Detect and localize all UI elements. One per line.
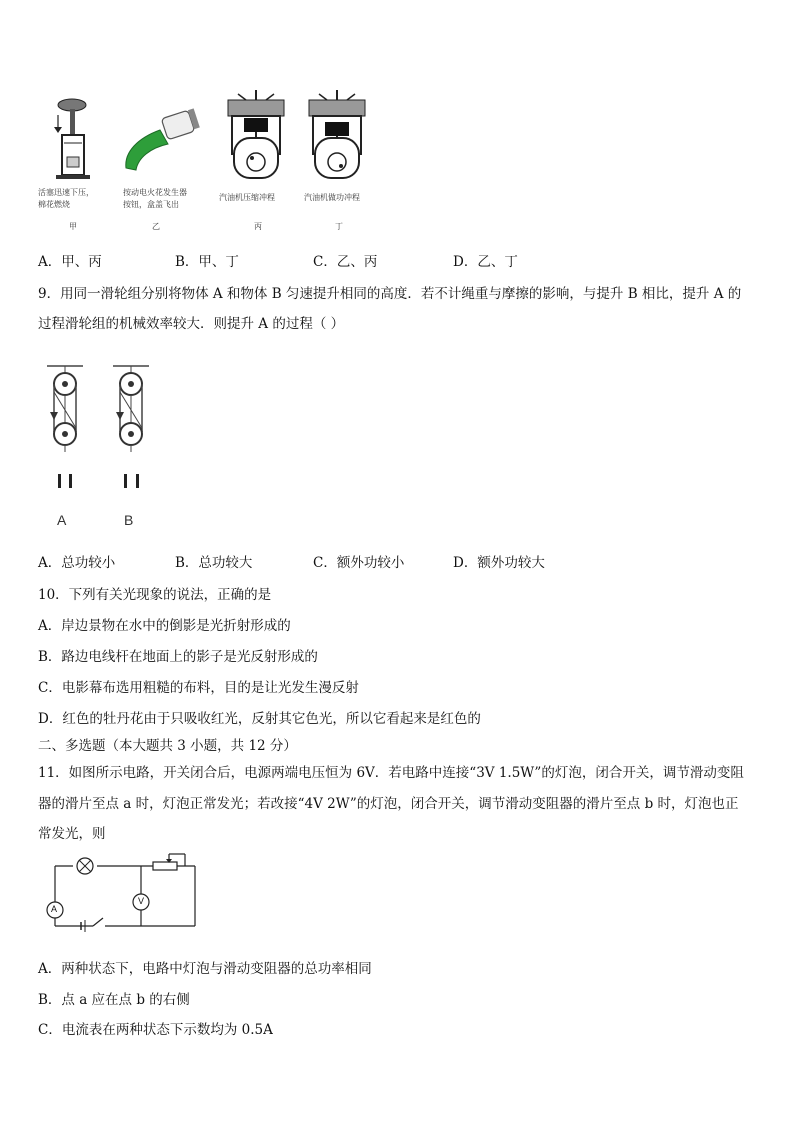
circuit-wires xyxy=(45,852,205,932)
q8-caption-jia-1: 活塞迅速下压， xyxy=(38,188,94,197)
section-heading: 二、多选题（本大题共 3 小题，共 12 分） xyxy=(38,738,297,754)
q9-option-d[interactable]: D．额外功较大 xyxy=(453,555,545,571)
q8-label-yi: 乙 xyxy=(152,222,160,231)
q8-caption-ding: 汽油机做功冲程 xyxy=(304,193,360,202)
spark-generator-icon xyxy=(118,108,208,178)
q10-stem: 10．下列有关光现象的说法，正确的是 xyxy=(38,587,272,603)
q9-fig-label-a: A xyxy=(57,512,67,528)
q11-stem-line2: 器的滑片至点 a 时，灯泡正常发光；若改接“4V 2W”的灯泡，闭合开关，调节滑动变阻器的滑片至点 b 时，灯泡也正 xyxy=(38,796,739,812)
q8-option-a[interactable]: A．甲、丙 xyxy=(38,254,102,270)
q8-option-b[interactable]: B．甲、丁 xyxy=(175,254,239,270)
q11-option-a[interactable]: A．两种状态下，电路中灯泡与滑动变阻器的总功率相同 xyxy=(38,961,372,977)
q8-caption-bing: 汽油机压缩冲程 xyxy=(219,193,275,202)
q8-caption-jia-2: 棉花燃烧 xyxy=(38,200,70,209)
q9-fig-label-b: B xyxy=(124,512,134,528)
engine-compression-icon xyxy=(222,88,292,183)
q11-stem-line3: 常发光，则 xyxy=(38,826,106,842)
q9-option-c[interactable]: C．额外功较小 xyxy=(313,555,405,571)
q10-option-c[interactable]: C．电影幕布选用粗糙的布料，目的是让光发生漫反射 xyxy=(38,680,359,696)
pulley-b-icon xyxy=(111,362,151,492)
q9-stem-line1: 9．用同一滑轮组分别将物体 A 和物体 B 匀速提升相同的高度．若不计绳重与摩擦的影响，与提升 B 相比，提升 A 的 xyxy=(38,286,742,302)
q9-option-a[interactable]: A．总功较小 xyxy=(38,555,116,571)
q11-option-c[interactable]: C．电流表在两种状态下示数均为 0.5A xyxy=(38,1022,273,1038)
q9-option-b[interactable]: B．总功较大 xyxy=(175,555,253,571)
voltmeter-label: V xyxy=(138,896,145,906)
ammeter-label: A xyxy=(51,904,58,914)
q10-option-d[interactable]: D．红色的牡丹花由于只吸收红光，反射其它色光，所以它看起来是红色的 xyxy=(38,711,481,727)
pulley-a-icon xyxy=(45,362,85,492)
q9-stem-line2: 过程滑轮组的机械效率较大．则提升 A 的过程（ ） xyxy=(38,316,345,332)
q10-option-a[interactable]: A．岸边景物在水中的倒影是光折射形成的 xyxy=(38,618,291,634)
q11-stem-line1: 11．如图所示电路，开关闭合后，电源两端电压恒为 6V．若电路中连接“3V 1.5W”的灯泡，闭合开关，调节滑动变阻 xyxy=(38,765,744,781)
q8-label-jia: 甲 xyxy=(69,222,77,231)
fire-piston-icon xyxy=(42,95,102,185)
q8-caption-yi-2: 按钮，盒盖飞出 xyxy=(123,200,179,209)
q10-option-b[interactable]: B．路边电线杆在地面上的影子是光反射形成的 xyxy=(38,649,318,665)
q8-label-ding: 丁 xyxy=(335,222,343,231)
q8-option-c[interactable]: C．乙、丙 xyxy=(313,254,378,270)
q8-caption-yi-1: 按动电火花发生器 xyxy=(123,188,187,197)
q8-label-bing: 丙 xyxy=(254,222,262,231)
engine-power-stroke-icon xyxy=(303,88,373,183)
q8-option-d[interactable]: D．乙、丁 xyxy=(453,254,518,270)
q11-option-b[interactable]: B．点 a 应在点 b 的右侧 xyxy=(38,992,190,1008)
